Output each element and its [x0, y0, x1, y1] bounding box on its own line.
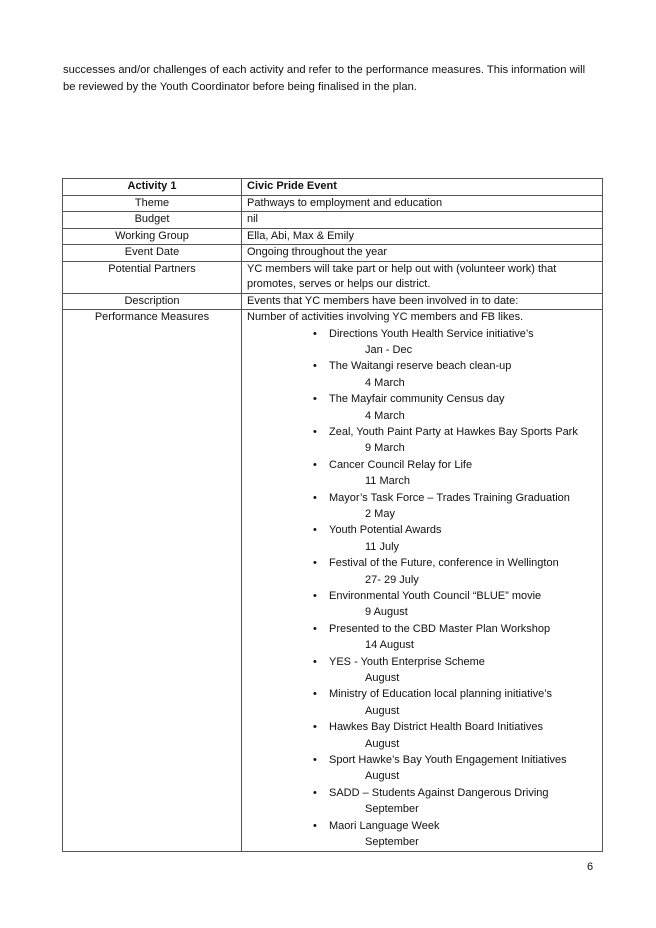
list-item [247, 424, 597, 457]
list-item [247, 818, 597, 851]
event-name-text: Cancer Council Relay for Life [329, 458, 473, 471]
performance-row [63, 310, 603, 852]
event-name [247, 686, 597, 702]
event-name-text: Presented to the CBD Master Plan Workshop [329, 622, 551, 635]
list-item [247, 457, 597, 490]
bullet-icon: • [313, 721, 317, 734]
list-item [247, 719, 597, 752]
table-row [63, 212, 603, 229]
list-item [247, 621, 597, 654]
event-date: 27- 29 July [365, 573, 419, 586]
row-label: Budget [63, 212, 242, 229]
event-name [247, 490, 597, 506]
header-value: Civic Pride Event [242, 179, 603, 196]
row-value: Events that YC members have been involved in to date: [242, 293, 603, 310]
header-label: Activity 1 [63, 179, 242, 196]
event-name [247, 424, 597, 440]
bullet-icon: • [313, 327, 317, 340]
list-item [247, 391, 597, 424]
event-name [247, 621, 597, 637]
event-date: 14 August [365, 639, 414, 652]
bullet-icon: • [313, 524, 317, 537]
table-row [63, 195, 603, 212]
event-name [247, 522, 597, 538]
bullet-icon: • [313, 491, 317, 504]
event-name-text: The Waitangi reserve beach clean-up [329, 360, 512, 373]
row-value: Pathways to employment and education [242, 195, 603, 212]
intro-line-2: be reviewed by the Youth Coordinator before being finalised in the plan. [63, 80, 417, 93]
table-row [63, 261, 603, 293]
performance-value [242, 310, 603, 852]
row-value: nil [242, 212, 603, 229]
event-date: August [365, 672, 400, 685]
bullet-icon: • [313, 458, 317, 471]
event-date: 4 March [365, 409, 405, 422]
event-date: 2 May [365, 507, 395, 520]
event-name [247, 358, 597, 374]
performance-intro: Number of activities involving YC members and FB likes. [247, 311, 524, 323]
page-number: 6 [587, 861, 594, 873]
table-row [63, 245, 603, 262]
event-name [247, 654, 597, 670]
event-name [247, 555, 597, 571]
event-name [247, 752, 597, 768]
event-name [247, 457, 597, 473]
row-value: Ella, Abi, Max & Emily [242, 228, 603, 245]
event-name [247, 818, 597, 834]
event-name-text: Hawkes Bay District Health Board Initiatives [329, 721, 543, 734]
event-name-text: The Mayfair community Census day [329, 393, 505, 406]
event-name-text: YES - Youth Enterprise Scheme [329, 655, 485, 668]
row-label: Theme [63, 195, 242, 212]
event-date: September [365, 836, 419, 849]
list-item [247, 522, 597, 555]
event-name [247, 719, 597, 735]
event-date: August [365, 770, 400, 783]
intro-paragraph [63, 62, 603, 95]
activity-table [62, 178, 603, 852]
event-name-text: Festival of the Future, conference in Wellington [329, 557, 559, 570]
event-name-text: Zeal, Youth Paint Party at Hawkes Bay Sports Park [329, 425, 578, 438]
event-name-text: Sport Hawke’s Bay Youth Engagement Initiatives [329, 754, 567, 767]
bullet-icon: • [313, 754, 317, 767]
list-item [247, 490, 597, 523]
event-date: August [365, 704, 400, 717]
row-label: Working Group [63, 228, 242, 245]
bullet-icon: • [313, 655, 317, 668]
bullet-icon: • [313, 590, 317, 602]
list-item [247, 555, 597, 588]
list-item [247, 326, 597, 359]
event-name [247, 326, 597, 342]
event-date: 4 March [365, 376, 405, 389]
row-label: Potential Partners [63, 261, 242, 293]
table-header-row [63, 179, 603, 196]
bullet-icon: • [313, 688, 317, 701]
event-date: September [365, 803, 419, 816]
row-value: YC members will take part or help out with (volunteer work) that promotes, serves or helps our district. [242, 261, 603, 293]
bullet-icon: • [313, 819, 317, 832]
event-name-text: Ministry of Education local planning initiative’s [329, 688, 552, 701]
event-name-text: Mayor’s Task Force – Trades Training Graduation [329, 491, 570, 504]
event-date: 11 March [365, 475, 411, 488]
list-item [247, 686, 597, 719]
bullet-icon: • [313, 786, 317, 799]
bullet-icon: • [313, 360, 317, 373]
bullet-icon: • [313, 393, 317, 406]
list-item [247, 785, 597, 818]
event-name-text: Maori Language Week [329, 819, 440, 832]
event-name-text: Directions Youth Health Service initiative’s [329, 327, 534, 340]
event-name [247, 785, 597, 801]
event-list [247, 326, 597, 851]
event-date: 9 March [365, 442, 405, 455]
event-name [247, 391, 597, 407]
bullet-icon: • [313, 425, 317, 438]
row-label: Description [63, 293, 242, 310]
list-item [247, 358, 597, 391]
list-item [247, 752, 597, 785]
intro-line-1: successes and/or challenges of each activity and refer to the performance measures. This information will [63, 64, 586, 76]
row-label: Event Date [63, 245, 242, 262]
event-date: Jan - Dec [365, 343, 413, 356]
table-row [63, 293, 603, 310]
bullet-icon: • [313, 622, 317, 635]
event-date: 9 August [365, 606, 408, 619]
list-item [247, 588, 597, 621]
list-item [247, 654, 597, 687]
row-value: Ongoing throughout the year [242, 245, 603, 262]
bullet-icon: • [313, 557, 317, 570]
event-date: 11 July [365, 540, 400, 553]
event-name-text: Youth Potential Awards [329, 524, 442, 537]
event-name-text: Environmental Youth Council “BLUE” movie [329, 590, 542, 602]
table-row [63, 228, 603, 245]
event-date: August [365, 737, 400, 750]
event-name [247, 588, 597, 604]
event-name-text: SADD – Students Against Dangerous Driving [329, 786, 549, 799]
performance-label: Performance Measures [63, 310, 242, 852]
